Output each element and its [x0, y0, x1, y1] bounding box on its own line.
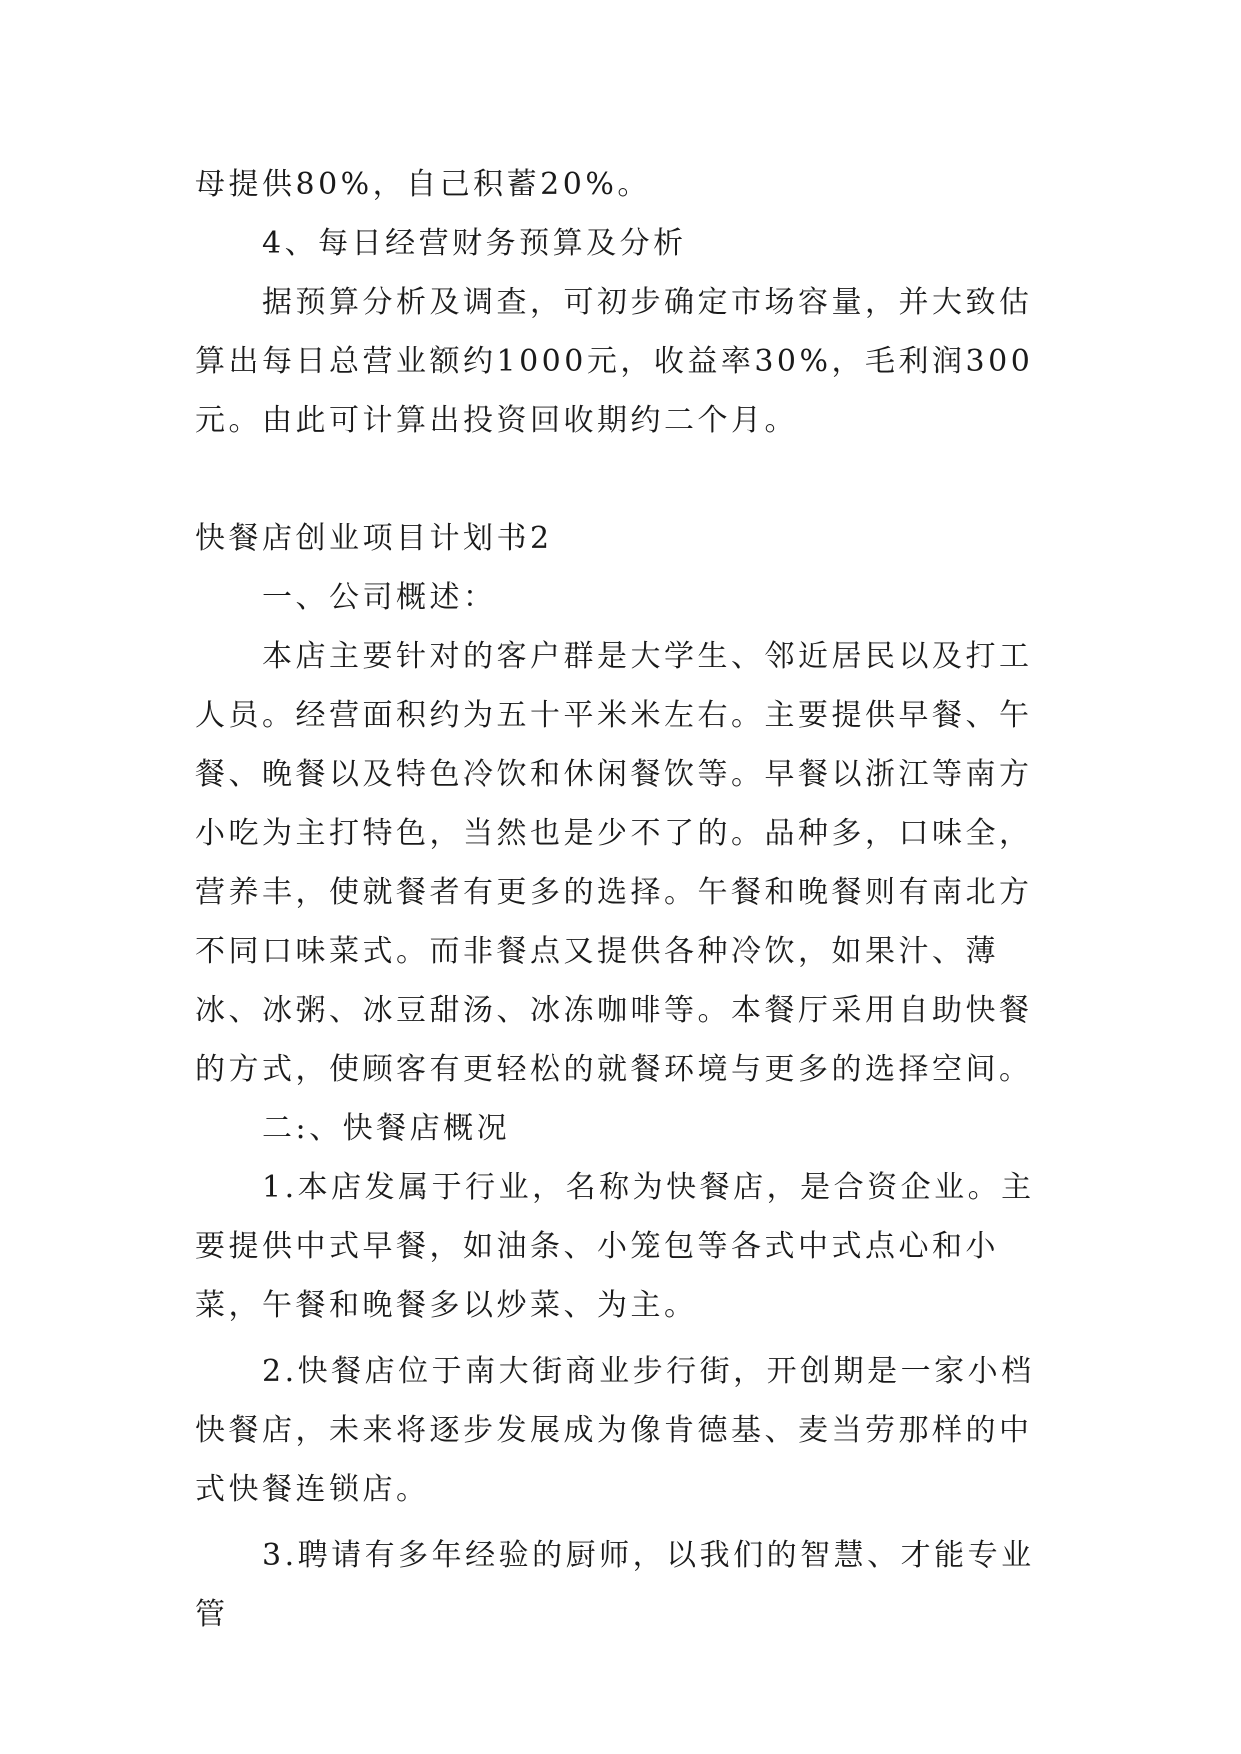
document-body	[195, 155, 1055, 1644]
paragraph-funding-continued: 母提供80%，自己积蓄20%。	[195, 167, 651, 202]
heading-daily-budget: 4、每日经营财务预算及分析	[262, 226, 687, 261]
heading-store-overview: 二:、快餐店概况	[262, 1111, 511, 1146]
paragraph-company-overview: 本店主要针对的客户群是大学生、邻近居民以及打工人员。经营面积约为五十平米米左右。主要提供早餐、午餐、晚餐以及特色冷饮和休闲餐饮等。早餐以浙江等南方小吃为主打特色，当然也是少不了的。品种多，口味全，营养丰，使就餐者有更多的选择。午餐和晚餐则有南北方不同口味菜式。而非餐点又提供各种冷饮，如果汁、薄冰、冰粥、冰豆甜汤、冰冻咖啡等。本餐厅采用自助快餐的方式，使顾客有更轻松的就餐环境与更多的选择空间。	[195, 639, 1033, 1087]
paragraph-item-3: 3.聘请有多年经验的厨师，以我们的智慧、才能专业管	[195, 1538, 1035, 1632]
heading-company-overview: 一、公司概述：	[262, 580, 497, 615]
paragraph-budget-analysis: 据预算分析及调查，可初步确定市场容量，并大致估算出每日总营业额约1000元，收益率30%，毛利润300元。由此可计算出投资回收期约二个月。	[195, 285, 1034, 438]
paragraph-item-1: 1.本店发属于行业，名称为快餐店，是合资企业。主要提供中式早餐，如油条、小笼包等各式中式点心和小菜，午餐和晚餐多以炒菜、为主。	[195, 1170, 1035, 1323]
document-section-title: 快餐店创业项目计划书2	[195, 521, 553, 556]
paragraph-item-2: 2.快餐店位于南大街商业步行街，开创期是一家小档快餐店，未来将逐步发展成为像肯德基、麦当劳那样的中式快餐连锁店。	[195, 1354, 1035, 1507]
